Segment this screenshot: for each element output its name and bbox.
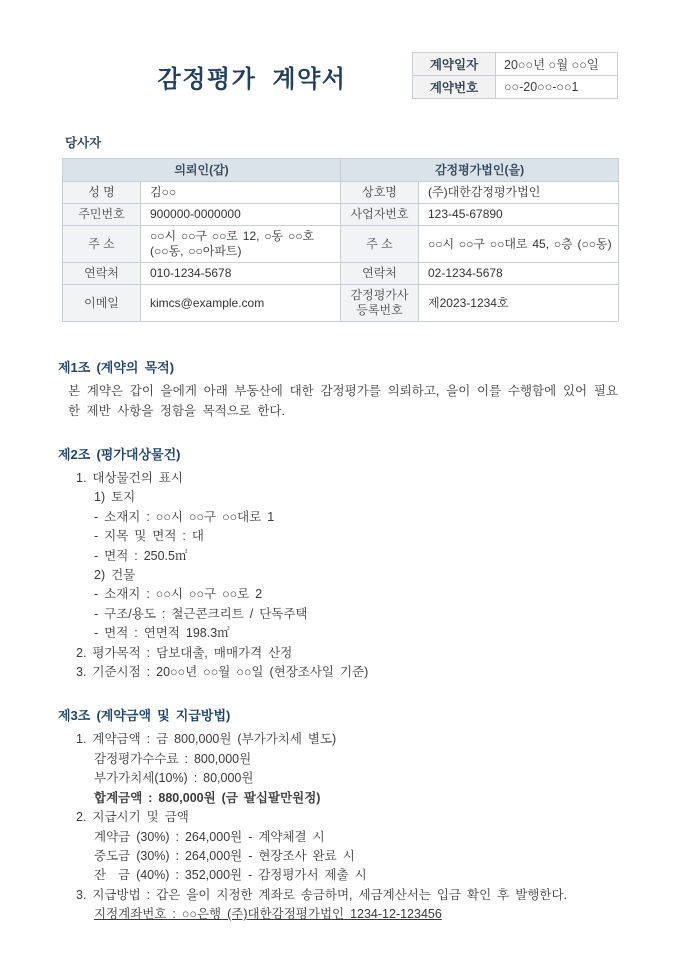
row-value: 김○○ xyxy=(141,182,341,204)
article-1-heading: 제1조 (계약의 목적) xyxy=(58,360,175,375)
parties-table xyxy=(62,158,619,322)
row-label: 이메일 xyxy=(63,285,141,322)
meta-row-date xyxy=(413,53,618,76)
row-value: 900000-0000000 xyxy=(141,204,341,226)
meta-value-date: 20○○년 ○월 ○○일 xyxy=(496,53,618,76)
row-value: 123-45-67890 xyxy=(419,204,619,226)
page-title: 감정평가 계약서 xyxy=(157,66,347,93)
article-line: 3. 기준시점 : 20○○년 ○○월 ○○일 (현장조사일 기준) xyxy=(76,665,369,680)
row-value: (주)대한감정평가법인 xyxy=(419,182,619,204)
article-line: - 면적 : 연면적 198.3㎡ xyxy=(94,626,230,641)
parties-section-label: 당사자 xyxy=(65,136,102,150)
article-line: 1. 대상물건의 표시 xyxy=(76,471,183,485)
article-line-account-number: 지정계좌번호 : ○○은행 (주)대한감정평가법인 1234-12-123456 xyxy=(94,907,442,922)
parties-header-row xyxy=(63,159,619,182)
row-label: 연락처 xyxy=(63,263,141,285)
article-line: 감정평가수수료 : 800,000원 xyxy=(94,751,252,766)
meta-row-number xyxy=(413,76,618,99)
article-line: 중도금 (30%) : 264,000원 - 현장조사 완료 시 xyxy=(94,848,355,863)
article-line: - 구조/용도 : 철근콘크리트 / 단독주택 xyxy=(94,606,308,621)
row-value: 010-1234-5678 xyxy=(141,263,341,285)
article-line: 3. 지급방법 : 갑은 을이 지정한 계좌로 송금하며, 세금계산서는 입금 확인 후 발행한다. xyxy=(76,887,567,902)
client-column-header: 의뢰인(갑) xyxy=(63,159,341,182)
article-line: 부가가치세(10%) : 80,000원 xyxy=(94,771,254,786)
article-line: - 소재지 : ○○시 ○○구 ○○대로 1 xyxy=(94,509,275,524)
article-line: - 소재지 : ○○시 ○○구 ○○로 2 xyxy=(94,587,263,602)
article-2-subject xyxy=(58,445,618,682)
meta-value-number: ○○-20○○-○○1 xyxy=(496,76,618,99)
article-line: 1) 토지 xyxy=(94,490,136,505)
table-row-email xyxy=(63,285,619,322)
meta-label-date: 계약일자 xyxy=(413,53,496,76)
table-row-contact xyxy=(63,263,619,285)
row-label: 주 소 xyxy=(63,226,141,263)
row-value: ○○시 ○○구 ○○로 12, ○동 ○○호 (○○동, ○○아파트) xyxy=(141,226,341,263)
table-row-name xyxy=(63,182,619,204)
contract-meta-table xyxy=(412,52,618,99)
row-label: 상호명 xyxy=(341,182,419,204)
row-label: 주 소 xyxy=(341,226,419,263)
article-line: 2. 평가목적 : 담보대출, 매매가격 산정 xyxy=(76,645,293,660)
article-line: 계약금 (30%) : 264,000원 - 계약체결 시 xyxy=(94,829,325,844)
row-value: kimcs@example.com xyxy=(141,285,341,322)
row-label: 주민번호 xyxy=(63,204,141,226)
article-line: - 지목 및 면적 : 대 xyxy=(94,529,204,544)
row-value: ○○시 ○○구 ○○대로 45, ○층 (○○동) xyxy=(419,226,619,263)
article-line: 2. 지급시기 및 금액 xyxy=(76,810,189,825)
article-1-purpose xyxy=(58,358,618,421)
row-label: 감정평가사 등록번호 xyxy=(341,285,419,322)
appraiser-column-header: 감정평가법인(을) xyxy=(341,159,619,182)
meta-label-number: 계약번호 xyxy=(413,76,496,99)
article-line: 2) 건물 xyxy=(94,568,136,583)
article-3-payment xyxy=(58,706,618,924)
article-2-heading: 제2조 (평가대상물건) xyxy=(58,447,181,462)
table-row-address xyxy=(63,226,619,263)
article-3-heading: 제3조 (계약금액 및 지급방법) xyxy=(58,708,231,724)
row-label: 사업자번호 xyxy=(341,204,419,226)
row-value: 제2023-1234호 xyxy=(419,285,619,322)
article-line: 1. 계약금액 : 금 800,000원 (부가가치세 별도) xyxy=(76,732,337,747)
table-row-id-number xyxy=(63,204,619,226)
article-1-body: 본 계약은 갑이 을에게 아래 부동산에 대한 감정평가를 의뢰하고, 을이 이를 수행함에 있어 필요한 제반 사항을 정함을 목적으로 한다. xyxy=(68,384,618,418)
document-header xyxy=(62,52,618,99)
row-label: 성 명 xyxy=(63,182,141,204)
article-line: - 면적 : 250.5㎡ xyxy=(94,548,188,563)
row-value: 02-1234-5678 xyxy=(419,263,619,285)
article-line-total-amount: 합계금액 : 880,000원 (금 팔십팔만원정) xyxy=(94,790,321,805)
article-line: 잔 금 (40%) : 352,000원 - 감정평가서 제출 시 xyxy=(94,868,367,883)
row-label: 연락처 xyxy=(341,263,419,285)
